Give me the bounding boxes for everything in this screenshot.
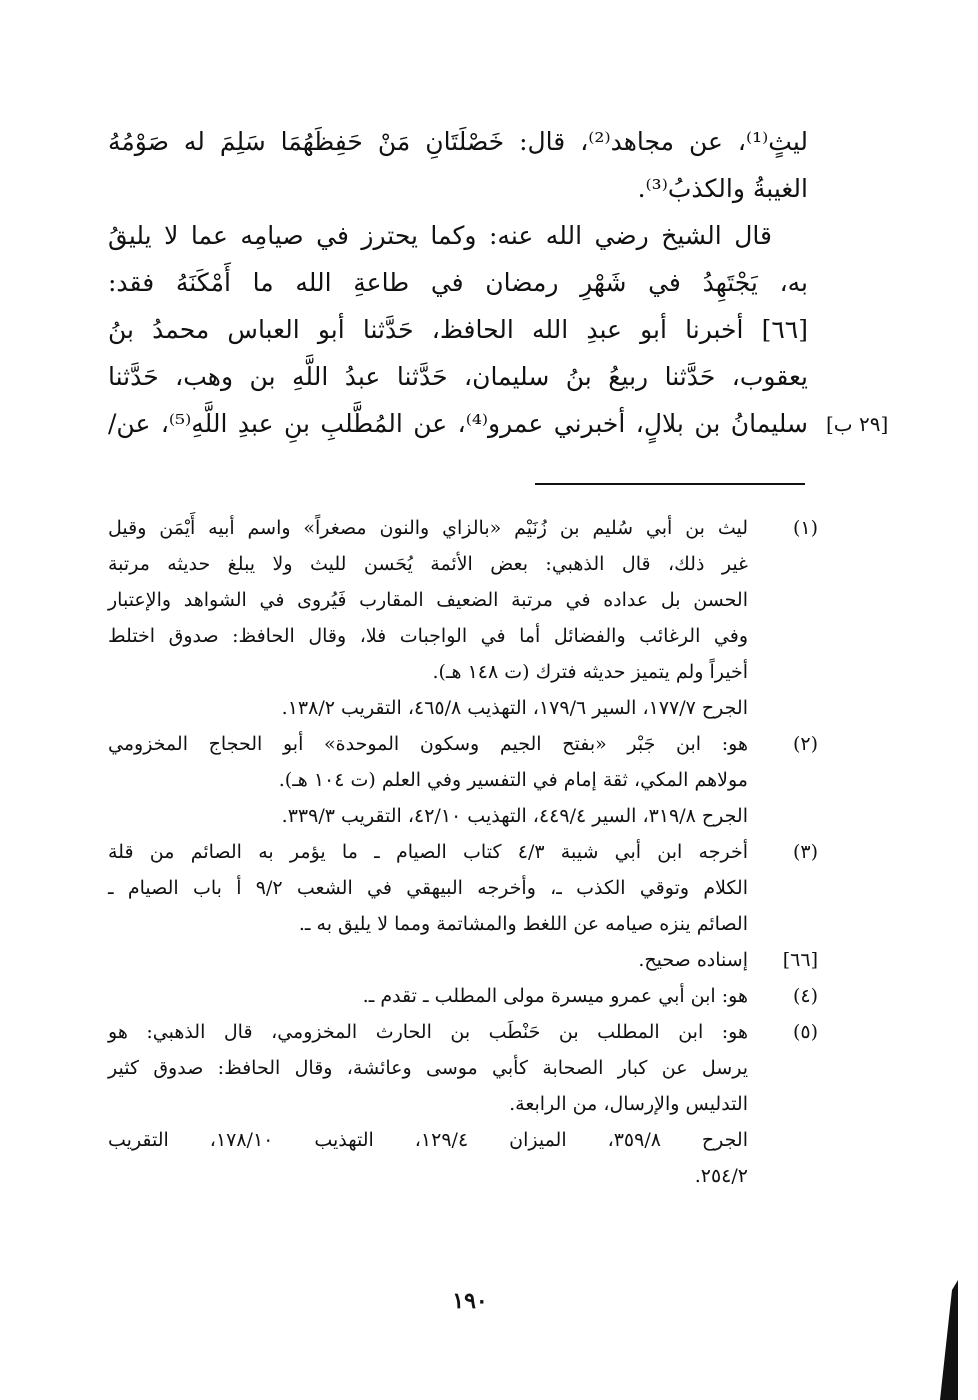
footnote-3 — [108, 834, 818, 942]
footnote-number: (٥) — [792, 1021, 818, 1043]
footnote-line: هو: ابن المطلب بن حَنْطَب بن الحارث المخزومي، قال الذهبي: هو — [108, 1021, 748, 1043]
footnote-line: وفي الرغائب والفضائل أما في الواجبات فلا، وقال الحافظ: صدوق اختلط — [108, 625, 748, 647]
main-line-6: يعقوب، حَدَّثنا ربيعُ بنُ سليمان، حَدَّثنا عبدُ اللَّهِ بن وهب، حَدَّثنا — [108, 362, 808, 391]
main-line-1: ليثٍ⁽¹⁾، عن مجاهد⁽²⁾، قال: خَصْلَتَانِ مَنْ حَفِظَهُمَا سَلِمَ له صَوْمُهُ — [108, 127, 808, 156]
footnote-reference: ٢٥٤/٢. — [694, 1165, 748, 1187]
page-number: ١٩٠ — [452, 1288, 488, 1314]
footnote-text — [108, 978, 748, 1014]
footnote-number: (٢) — [792, 733, 818, 755]
footnote-text — [108, 510, 748, 726]
footnote-line: أخرجه ابن أبي شيبة ٤/٣ كتاب الصيام ـ ما يؤمر به الصائم من قلة — [108, 841, 748, 863]
footnote-line: هو: ابن جَبْر «بفتح الجيم وسكون الموحدة» أبو الحجاج المخزومي — [108, 733, 748, 755]
main-line-5: [٦٦] أخبرنا أبو عبدِ الله الحافظ، حَدَّثنا أبو العباس محمدُ بنُ — [108, 315, 808, 344]
main-line-2: الغيبةُ والكذبُ⁽³⁾. — [637, 174, 808, 203]
footnote-number: (٤) — [792, 985, 818, 1007]
footnote-reference: الجرح ٣٥٩/٨، الميزان ١٢٩/٤، التهذيب ١٧٨/١٠، التقريب — [108, 1129, 748, 1151]
footnote-line: أخيراً ولم يتميز حديثه فترك (ت ١٤٨ هـ). — [432, 661, 748, 683]
footnote-line: يرسل عن كبار الصحابة كأبي موسى وعائشة، وقال الحافظ: صدوق كثير — [108, 1057, 748, 1079]
footnote-line: هو: ابن أبي عمرو ميسرة مولى المطلب ـ تقدم ـ. — [362, 985, 748, 1007]
footnote-line: الصائم ينزه صيامه عن اللغط والمشاتمة ومما لا يليق به ـ. — [298, 913, 748, 935]
footnote-text — [108, 942, 748, 978]
footnote-line: الحسن بل عداده في مرتبة الضعيف المقارب فَيُروى في الشواهد والإعتبار — [108, 589, 748, 611]
footnote-separator — [535, 483, 805, 485]
footnote-line: ليث بن أبي سُليم بن زُنَيْم «بالزاي والنون مصغراً» واسم أبيه أَيْمَن وقيل — [108, 517, 748, 539]
footnote-reference: الجرح ١٧٧/٧، السير ١٧٩/٦، التهذيب ٤٦٥/٨، التقريب ١٣٨/٢. — [281, 697, 748, 719]
footnote-1 — [108, 510, 818, 726]
margin-note: [٢٩ ب] — [826, 412, 889, 436]
footnote-line: إسناده صحيح. — [638, 949, 748, 971]
footnote-2 — [108, 726, 818, 834]
footnote-line: الكلام وتوقي الكذب ـ، وأخرجه البيهقي في الشعب ٩/٢ أ باب الصيام ـ — [108, 877, 748, 899]
footnote-number: (٣) — [792, 841, 818, 863]
footnote-line: غير ذلك، قال الذهبي: بعض الأئمة يُحَسن لليث ولا يبلغ حديثه مرتبة — [108, 553, 748, 575]
footnote-text — [108, 726, 748, 834]
footnote-5 — [108, 1014, 818, 1194]
footnote-4 — [108, 978, 818, 1014]
footnote-text — [108, 1014, 748, 1194]
main-line-7: سليمانُ بن بلالٍ، أخبرني عمرو⁽⁴⁾، عن المُطَّلبِ بنِ عبدِ اللَّهِ⁽⁵⁾، عن/ — [108, 409, 808, 438]
footnote-text — [108, 834, 748, 942]
scan-edge-mark — [918, 1280, 978, 1400]
footnotes — [108, 510, 818, 1194]
main-text — [108, 118, 808, 447]
footnote-reference: الجرح ٣١٩/٨، السير ٤٤٩/٤، التهذيب ٤٢/١٠، التقريب ٣٣٩/٣. — [281, 805, 748, 827]
main-line-3: قال الشيخ رضي الله عنه: وكما يحترز في صيامِه عما لا يليقُ — [108, 221, 772, 250]
footnote-number: (١) — [792, 517, 818, 539]
footnote-66 — [108, 942, 818, 978]
main-line-4: به، يَجْتَهِدُ في شَهْرِ رمضان في طاعةِ الله ما أَمْكَنَهُ فقد: — [108, 268, 808, 297]
footnote-line: مولاهم المكي، ثقة إمام في التفسير وفي العلم (ت ١٠٤ هـ). — [278, 769, 748, 791]
footnote-number: [٦٦] — [782, 949, 818, 971]
footnote-line: التدليس والإرسال، من الرابعة. — [509, 1093, 748, 1115]
